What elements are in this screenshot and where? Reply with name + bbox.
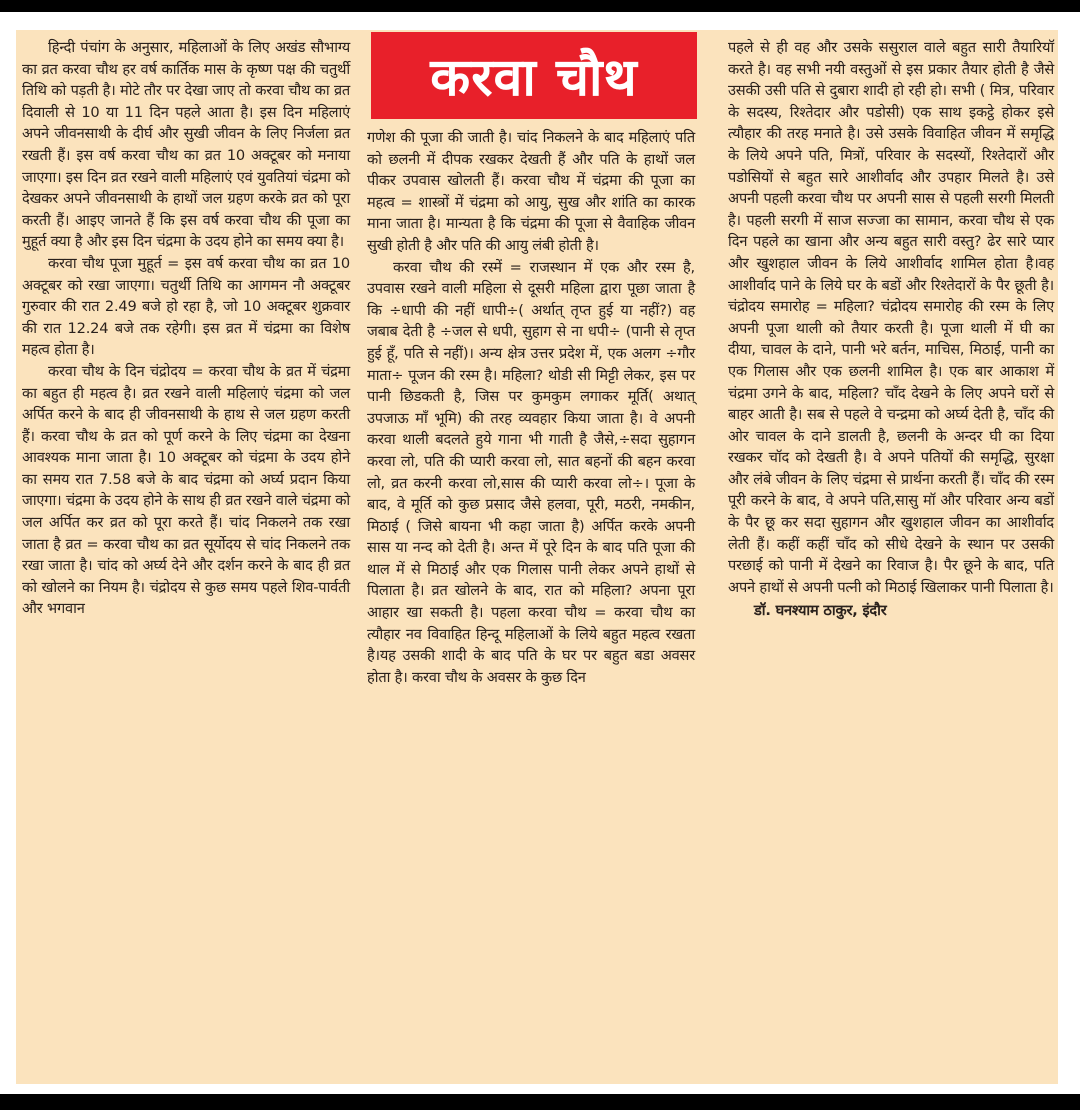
article-title: करवा चौथ: [430, 48, 638, 108]
top-black-bar: [0, 0, 1080, 12]
author-byline: डॉ. घनश्याम ठाकुर, इंदौर: [754, 602, 887, 620]
article-paragraph: करवा चौथ की रस्में = राजस्थान में एक और रस्म है, उपवास रखने वाली महिला से दूसरी महिला द्वारा पूछा जाता है कि ÷धापी की नहीं धापी÷( अर्थात् तृप्त हुई या नहीं?) वह जबाब देती है ÷जल से धपी, सुहाग से ना धपी÷ (पानी से तृप्त हुई हूँ, पति से नहीं)। अन्य क्षेत्र उत्तर प्रदेश में, एक अलग ÷गौर माता÷ पूजन की रस्म है। महिला? थोडी सी मिट्टी लेकर, इस पर पानी छिडकती है, जिस पर कुमकुम लगाकर मूर्ति( अथात् उपजाऊ माँ भूमि) की तरह व्यवहार किया जाता है। वे अपनी करवा थाली बदलते हुये गाना भी गाती है जैसे,÷सदा सुहागन करवा लो, पति की प्यारी करवा लो, सात बहनों की बहन करवा लो, व्रत करनी करवा लो,सास की प्यारी करवा लो÷। पूजा के बाद, वे मूर्ति को कुछ प्रसाद जैसे हलवा, पूरी, मठरी, नमकीन, मिठाई ( जिसे बायना भी कहा जाता है) अर्पित करके अपनी सास या नन्द को देती है। अन्त में पूरे दिन के बाद पति पूजा की थाल में से मिठाई और एक गिलास पानी लेकर अपने हाथों से पिलाता है। व्रत खोलने के बाद, रात को महिला? अपना पूरा आहार खा सकती है। पहला करवा चौथ = करवा चौथ का त्यौहार नव विवाहित हिन्दू महिलाओं के लिये बहुत महत्व रखता है।यह उसकी शादी के बाद पति के घर पर बहुत बडा अवसर होता है। करवा चौथ के अवसर के कुछ दिन: [367, 258, 695, 686]
article-paragraph: करवा चौथ के दिन चंद्रोदय = करवा चौथ के व्रत में चंद्रमा का बहुत ही महत्व है। व्रत रखने वाली महिलाएं चंद्रमा को जल अर्पित करने के बाद ही जीवनसाथी के हाथ से जल ग्रहण करती हैं। करवा चौथ के व्रत को पूर्ण करने के लिए चंद्रमा का देखना आवश्यक माना जाता है। 10 अक्टूबर को चंद्रमा के उदय होने का समय रात 7.58 बजे के बाद चंद्रमा को अर्घ्य प्रदान किया जाएगा। चंद्रमा के उदय होने के साथ ही व्रत रखने वाले चंद्रमा को जल अर्पित कर व्रत को पूरा करते हैं। चांद निकलने तक रखा जाता है व्रत = करवा चौथ का व्रत सूर्योदय से चांद निकलने तक रखा जाता है। चांद को अर्घ्य देने और दर्शन करने के बाद ही व्रत को खोलने का नियम है। चंद्रोदय से कुछ समय पहले शिव-पार्वती और भगवान: [22, 362, 350, 618]
newspaper-article-panel: [16, 30, 1058, 1084]
article-paragraph: करवा चौथ पूजा मुहूर्त = इस वर्ष करवा चौथ का व्रत 10 अक्टूबर को रखा जाएगा। चतुर्थी तिथि का आगमन नौ अक्टूबर गुरुवार की रात 2.49 बजे हो रहा है, जो 10 अक्टूबर शुक्रवार की रात 12.24 बजे तक रहेगी। इस व्रत में चंद्रमा का विशेष महत्व होता है।: [22, 254, 350, 359]
article-title-banner: [371, 32, 697, 119]
article-paragraph: पहले से ही वह और उसके ससुराल वाले बहुत सारी तैयारियॉ करते है। वह सभी नयी वस्तुओं से इस प्रकार तैयार होती है जैसे उसकी उसी पति से दुबारा शादी हो रही हो। सभी ( मित्र, परिवार के सदस्य, रिश्तेदार और पडोसी) एक साथ इकट्ठे होकर इसे त्यौहार की तरह मनाते है। उसे उसके विवाहित जीवन में समृद्धि के लिये अपने पति, मित्रों, परिवार के सदस्यों, रिश्तेदारों और पडोसियों से बहुत सारे आशीर्वाद और उपहार मिलते है। उसे अपनी पहली करवा चौथ पर अपनी सास से पहली सरगी मिलती है। पहली सरगी में साज सज्जा का सामान, करवा चौथ से एक दिन पहले का खाना और अन्य बहुत सारी वस्तु? ढेर सारे प्यार और खुशहाल जीवन के लिये आशीर्वाद शामिल होता है।वह आशीर्वाद पाने के लिये घर के बडों और रिश्तेदारों के पैर छूती है। चंद्रोदय समारोह = महिला? चंद्रोदय समारोह की रस्म के लिए अपनी पूजा थाली को तैयार करती है। पूजा थाली में घी का दीया, चावल के दाने, पानी भरे बर्तन, माचिस, मिठाई, पानी का एक गिलास और एक छलनी शामिल है। एक बार आकाश में चंद्रमा उगने के बाद, महिला? चाँद देखने के लिए अपने घरों से बाहर आती है। सब से पहले वे चन्द्रमा को अर्घ्य देती है, चाँद की ओर चावल के दाने डालती है, छलनी के अन्दर घी का दिया रखकर चॉद को देखती है। वे अपने पतियों की समृद्धि, सुरक्षा और लंबे जीवन के लिए चंद्रमा से प्रार्थना करती हैं। चाँद की रस्म पूरी करने के बाद, वे अपने पति,सासु मॉ और परिवार अन्य बडों के पैर छू कर सदा सुहागन और खुशहाल जीवन का आशीर्वाद लेती हैं। कहीं कहीं चाँद को सीधे देखने के स्थान पर उसकी परछाई को पानी में देखने का रिवाज है। पैर छूने के बाद, पति अपने हाथों से अपनी पत्नी को मिठाई खिलाकर पानी पिलाता है।: [728, 39, 1054, 596]
article-column-3: [728, 37, 1054, 622]
article-paragraph: गणेश की पूजा की जाती है। चांद निकलने के बाद महिलाएं पति को छलनी में दीपक रखकर देखती हैं और पति के हाथों जल पीकर उपवास खोलती हैं। करवा चौथ में चंद्रमा की पूजा का महत्व = शास्त्रों में चंद्रमा को आयु, सुख और शांति का कारक माना जाता है। मान्यता है कि चंद्रमा की पूजा से वैवाहिक जीवन सुखी होती है और पति की आयु लंबी होती है।: [367, 129, 695, 254]
article-column-1: [22, 37, 350, 620]
article-paragraph: हिन्दी पंचांग के अनुसार, महिलाओं के लिए अखंड सौभाग्य का व्रत करवा चौथ हर वर्ष कार्तिक मास के कृष्ण पक्ष की चतुर्थी तिथि को पड़ती है। मोटे तौर पर देखा जाए तो करवा चौथ का व्रत दिवाली से 10 या 11 दिन पहले आता है। इस दिन महिलाएं अपने जीवनसाथी के दीर्घ और सुखी जीवन के लिए निर्जला व्रत रखती हैं। इस वर्ष करवा चौथ का व्रत 10 अक्टूबर को मनाया जाएगा। इस दिन व्रत रखने वाली महिलाएं एवं युवतियां चंद्रमा को देखकर अपने जीवनसाथी के हाथों जल ग्रहण करके व्रत को पूरा करती हैं। आइए जानते हैं कि इस वर्ष करवा चौथ की पूजा का मुहूर्त क्या है और इस दिन चंद्रमा के उदय होने का समय क्या है।: [22, 39, 350, 251]
bottom-black-bar: [0, 1094, 1080, 1110]
article-column-2: [367, 127, 695, 688]
